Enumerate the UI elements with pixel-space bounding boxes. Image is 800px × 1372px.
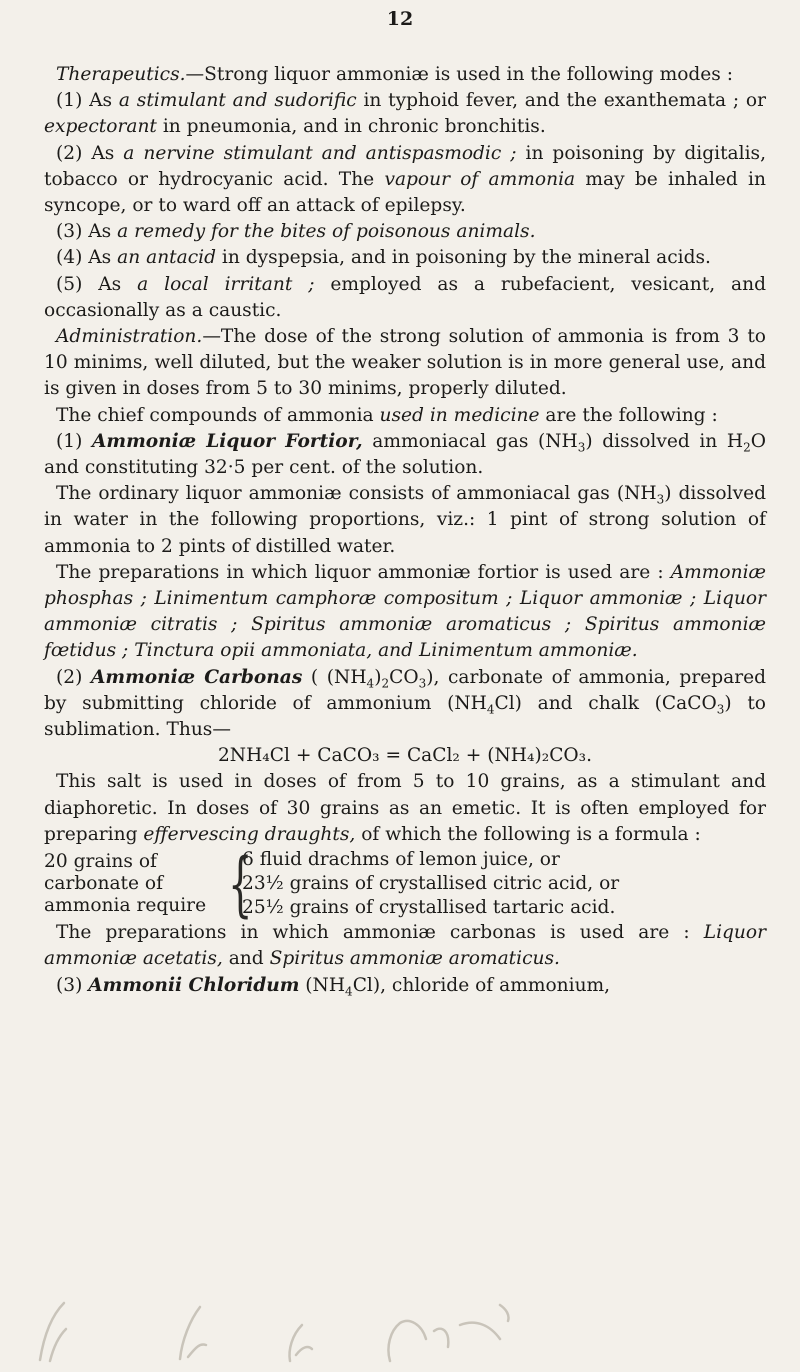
paragraph-therapeutics: Therapeutics.—Strong liquor ammoniæ is used in the following modes :: [56, 64, 734, 85]
formula-right: [242, 848, 766, 920]
formula-option-citric: 23½ grains of crystallised citric acid, or: [242, 873, 620, 895]
paragraph-ordinary-liquor: The ordinary liquor ammoniæ consists of ammoniacal gas $(NH_3)$ dissolved in water in the following proportions, viz.: 1 pint of strong solution of ammonia to 2 pints of distilled water.: [44, 483, 766, 557]
paragraph-chief-compounds: The chief compounds of ammonia used in medicine are the following :: [56, 404, 718, 426]
heading-therapeutics: Therapeutics.: [56, 64, 186, 85]
effervescing-formula: [44, 843, 766, 926]
paragraph-salt-doses: This salt is used in doses of from 5 to 10 grains, as a stimulant and diaphoretic. In doses of 30 grains as an emetic. It is often employed for preparing effervescing draughts, of which the following is a formula :: [44, 771, 766, 845]
paragraph-administration: Administration.—The dose of the strong solution of ammonia is from 3 to 10 minims, well diluted, but the weaker solution is in more general use, and is given in doses from 5 to 30 minims, properly diluted.: [44, 326, 766, 400]
list-item-compound-2: (2) Ammoniæ Carbonas ( $(NH_4)_2CO_3$), carbonate of ammonia, prepared by submitting chloride of ammonium $(NH_4Cl)$ and chalk (CaCO$_3$) to sublimation. Thus—: [44, 666, 766, 741]
list-item-compound-1: (1) Ammoniæ Liquor Fortior, ammoniacal gas $(NH_3)$ dissolved in $H_2O$ and constituting 32·5 per cent. of the solution.: [44, 430, 767, 479]
list-item-mode-3: (3) As a remedy for the bites of poisonous animals.: [56, 221, 536, 243]
paragraph-preparations-carbonas: The preparations in which ammoniæ carbonas is used are : Liquor ammoniæ acetatis, and Spiritus ammoniæ aromaticus.: [44, 922, 766, 970]
list-item-mode-4: (4) As an antacid in dyspepsia, and in poisoning by the mineral acids.: [56, 247, 711, 269]
formula-option-lemon: 6 fluid drachms of lemon juice, or: [242, 849, 560, 871]
list-item-mode-1: (1) As a stimulant and sudorific in typhoid fever, and the exanthemata ; or expectorant in pneumonia, and in chronic bronchitis.: [44, 90, 767, 138]
list-item-mode-5: (5) As a local irritant ; employed as a rubefacient, vesicant, and occasionally as a caustic.: [44, 273, 766, 321]
list-item-compound-3: (3) Ammonii Chloridum $(NH_4Cl)$, chloride of ammonium,: [56, 974, 611, 999]
brace-icon: {: [228, 843, 253, 926]
formula-option-tartaric: 25½ grains of crystallised tartaric acid.: [242, 897, 616, 919]
bleed-through-marks: [30, 1295, 590, 1365]
body-text: [44, 62, 766, 999]
formula-left: 20 grains of carbonate of ammonia require: [44, 851, 207, 917]
page-number: 12: [386, 8, 414, 30]
chemical-equation: 2NH₄Cl + CaCO₃ = CaCl₂ + (NH₄)₂CO₃.: [217, 745, 593, 767]
paragraph-preparations-fortior: The preparations in which liquor ammoniæ fortior is used are : Ammoniæ phosphas ; Linimentum camphoræ compositum ; Liquor ammoniæ ; Liquor ammoniæ citratis ; Spiritus ammoniæ aromaticus ; Spiritus ammoniæ fœtidus ; Tinctura opii ammoniata, and Linimentum ammoniæ.: [44, 561, 766, 662]
heading-administration: Administration.: [56, 326, 203, 348]
list-item-mode-2: (2) As a nervine stimulant and antispasmodic ; in poisoning by digitalis, tobacco or hydrocyanic acid. The vapour of ammonia may be inhaled in syncope, or to ward off an attack of epilepsy.: [44, 142, 766, 217]
